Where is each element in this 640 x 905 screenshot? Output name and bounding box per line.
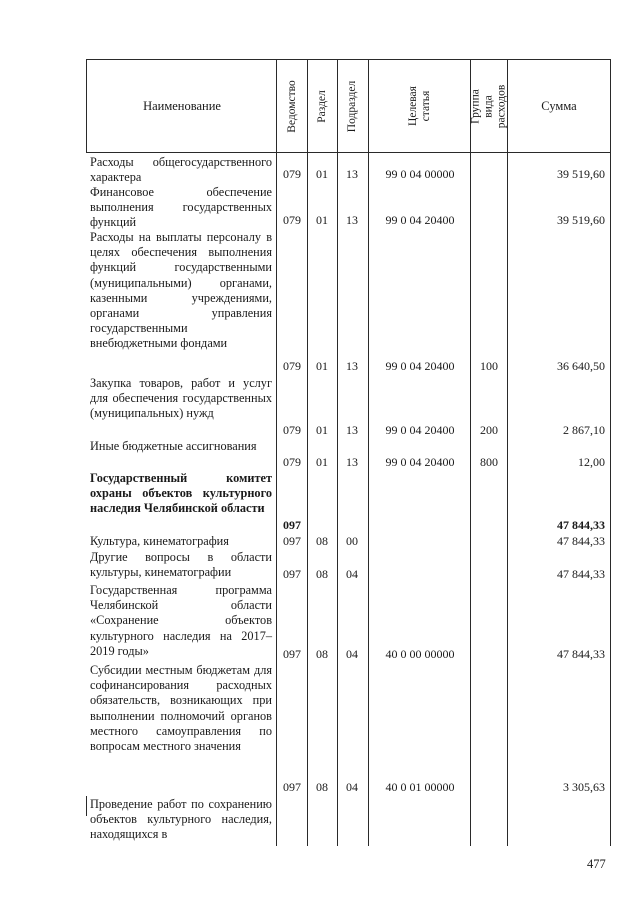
row-podrazdel: 13	[346, 455, 358, 469]
row-name: Другие вопросы в области культуры, кинематографии	[90, 550, 272, 580]
row-gruppa: 200	[480, 423, 498, 437]
row-name: Проведение работ по сохранению объектов культурного наследия, находящихся в	[90, 797, 272, 842]
row-name: Закупка товаров, работ и услуг для обеспечения государственных (муниципальных) нужд	[90, 376, 272, 421]
row-podrazdel: 04	[346, 647, 358, 661]
row-ved: 079	[283, 423, 301, 437]
row-ved: 097	[283, 567, 301, 581]
row-summa: 47 844,33	[557, 534, 605, 548]
row-name: Расходы общегосударственного характера	[90, 155, 272, 185]
table-right-border	[610, 59, 611, 846]
row-podrazdel: 13	[346, 167, 358, 181]
row-name: Государственный комитет охраны объектов культурного наследия Челябинской области	[90, 471, 272, 516]
row-celevaya: 40 0 01 00000	[385, 780, 455, 794]
row-podrazdel: 00	[346, 534, 358, 548]
row-name: Культура, кинематография	[90, 534, 229, 548]
row-razdel: 01	[316, 423, 328, 437]
row-ved: 079	[283, 455, 301, 469]
row-celevaya: 99 0 04 20400	[385, 213, 455, 227]
row-summa: 36 640,50	[557, 359, 605, 373]
row-summa: 3 305,63	[563, 780, 605, 794]
header-razdel	[308, 60, 337, 152]
row-razdel: 08	[316, 567, 328, 581]
row-podrazdel: 13	[346, 359, 358, 373]
row-celevaya: 40 0 00 00000	[385, 647, 455, 661]
row-razdel: 01	[316, 359, 328, 373]
header-celevaya-label: Целевая статья	[406, 86, 432, 126]
row-summa: 39 519,60	[557, 167, 605, 181]
name-col-left-mark	[86, 796, 87, 816]
row-razdel: 01	[316, 167, 328, 181]
header-celevaya	[369, 60, 470, 152]
header-ved-label: Ведомство	[285, 79, 298, 133]
row-name: Государственная программа Челябинской области «Сохранение объектов культурного наследия на 2017–2019 годы»	[90, 583, 272, 658]
row-podrazdel: 13	[346, 213, 358, 227]
row-ved: 097	[283, 534, 301, 548]
row-razdel: 08	[316, 534, 328, 548]
header-gruppa	[471, 60, 507, 152]
header-gruppa-label: Группа вида расходов	[469, 84, 508, 128]
row-ved: 079	[283, 213, 301, 227]
col-divider-ved	[276, 59, 277, 846]
row-ved: 097	[283, 780, 301, 794]
col-divider-celevaya	[368, 59, 369, 846]
row-summa: 47 844,33	[557, 518, 605, 532]
col-divider-razdel	[307, 59, 308, 846]
row-ved: 097	[283, 518, 301, 532]
col-divider-gruppa	[470, 59, 471, 846]
header-podrazdel-label: Подраздел	[346, 80, 359, 132]
col-divider-podrazdel	[337, 59, 338, 846]
row-name: Финансовое обеспечение выполнения государственных функций	[90, 185, 272, 230]
row-summa: 2 867,10	[563, 423, 605, 437]
row-name: Расходы на выплаты персоналу в целях обеспечения выполнения функций государственными (муниципальными) органами, казенными учреждениями, органами управления государственными внебюджетными фондами	[90, 230, 272, 351]
header-bottom-border	[86, 152, 611, 153]
row-razdel: 08	[316, 780, 328, 794]
row-razdel: 08	[316, 647, 328, 661]
row-celevaya: 99 0 04 20400	[385, 423, 455, 437]
row-name: Иные бюджетные ассигнования	[90, 439, 257, 453]
row-podrazdel: 04	[346, 567, 358, 581]
row-razdel: 01	[316, 455, 328, 469]
header-summa: Сумма	[541, 98, 577, 113]
header-razdel-label: Раздел	[316, 89, 328, 123]
row-podrazdel: 13	[346, 423, 358, 437]
row-ved: 079	[283, 167, 301, 181]
row-summa: 12,00	[578, 455, 605, 469]
row-summa: 47 844,33	[557, 647, 605, 661]
header-name: Наименование	[143, 98, 221, 113]
row-celevaya: 99 0 04 00000	[385, 167, 455, 181]
row-summa: 39 519,60	[557, 213, 605, 227]
row-ved: 097	[283, 647, 301, 661]
page-number: 477	[587, 857, 606, 871]
row-razdel: 01	[316, 213, 328, 227]
row-name: Субсидии местным бюджетам для софинансирования расходных обязательств, возникающих при выполнении полномочий органов местного самоуправления по вопросам местного значения	[90, 663, 272, 754]
header-podrazdel	[338, 60, 368, 152]
row-gruppa: 800	[480, 455, 498, 469]
row-celevaya: 99 0 04 20400	[385, 455, 455, 469]
header-ved	[277, 60, 307, 152]
row-ved: 079	[283, 359, 301, 373]
row-gruppa: 100	[480, 359, 498, 373]
row-podrazdel: 04	[346, 780, 358, 794]
row-celevaya: 99 0 04 20400	[385, 359, 455, 373]
col-divider-summa	[507, 59, 508, 846]
row-summa: 47 844,33	[557, 567, 605, 581]
